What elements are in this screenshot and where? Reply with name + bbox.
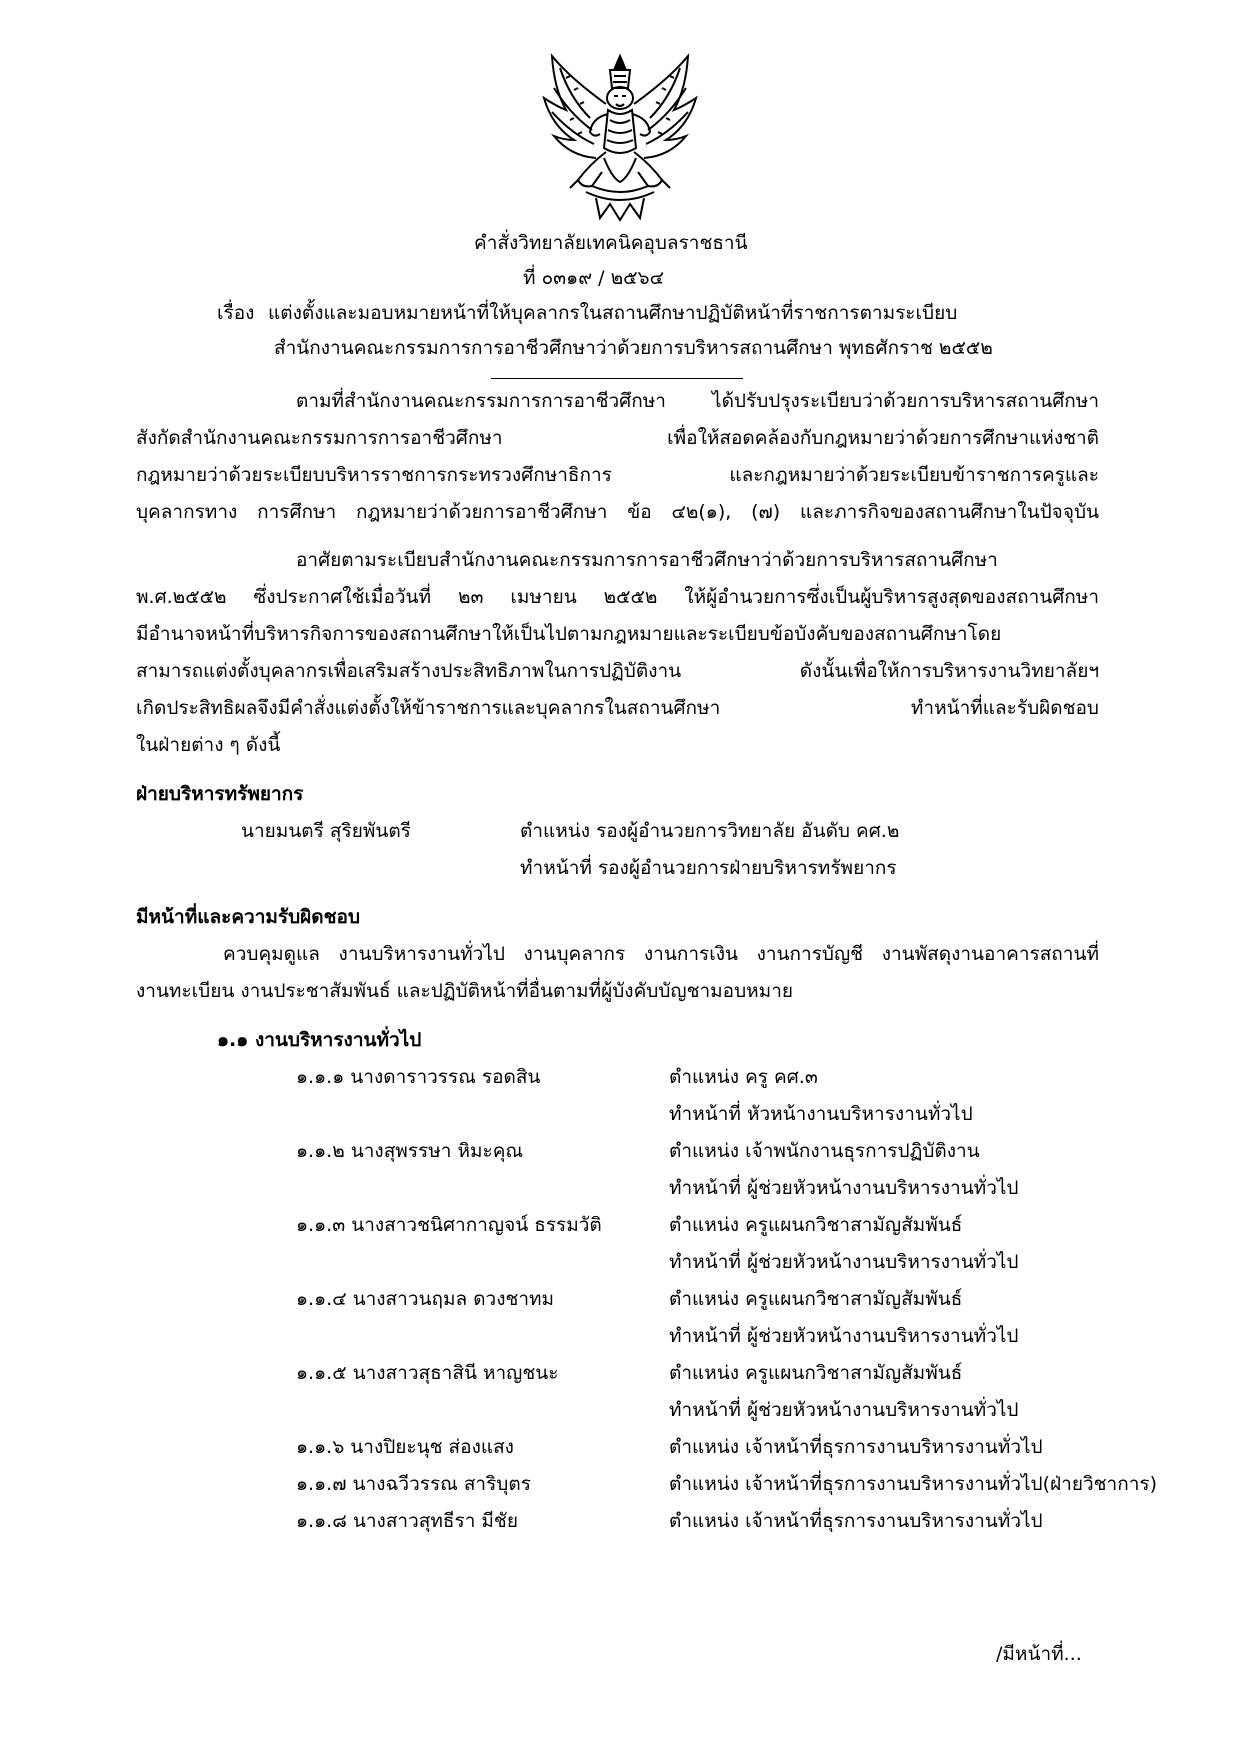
responsibilities-line-2: งานทะเบียน งานประชาสัมพันธ์ และปฏิบัติหน้าที่อื่นตามที่ผู้บังคับบัญชามอบหมาย xyxy=(136,980,793,1002)
header-divider xyxy=(491,378,743,379)
entry-name: ๑.๑.๗ นางฉวีวรรณ สาริบุตร xyxy=(296,1473,531,1495)
para2-line: อาศัยตามระเบียบสำนักงานคณะกรรมการการอาชีวศึกษาว่าด้วยการบริหารสถานศึกษา xyxy=(296,549,998,571)
subject-label: เรื่อง xyxy=(217,302,255,324)
entry-position: ตำแหน่ง ครู คศ.๓ xyxy=(669,1066,818,1088)
entry-position: ตำแหน่ง เจ้าหน้าที่ธุรการงานบริหารงานทั่วไป xyxy=(669,1510,1043,1532)
division-person-name: นายมนตรี สุริยพันตรี xyxy=(241,820,411,842)
entry-name: ๑.๑.๒ นางสุพรรษา หิมะคุณ xyxy=(296,1140,524,1162)
section-heading: ๑.๑ งานบริหารงานทั่วไป xyxy=(217,1029,422,1051)
division-person-duty: ทำหน้าที่ รองผู้อำนวยการฝ่ายบริหารทรัพยากร xyxy=(520,857,897,879)
entry-position: ตำแหน่ง เจ้าพนักงานธุรการปฏิบัติงาน xyxy=(669,1140,980,1162)
entry-position: ตำแหน่ง เจ้าหน้าที่ธุรการงานบริหารงานทั่วไป xyxy=(669,1436,1043,1458)
entry-duty: ทำหน้าที่ ผู้ช่วยหัวหน้างานบริหารงานทั่วไป xyxy=(669,1251,1019,1273)
responsibilities-heading: มีหน้าที่และความรับผิดชอบ xyxy=(136,906,361,928)
entry-position: ตำแหน่ง เจ้าหน้าที่ธุรการงานบริหารงานทั่วไป(ฝ่ายวิชาการ) xyxy=(669,1473,1157,1495)
entry-name: ๑.๑.๓ นางสาวชนิศากาญจน์ ธรรมวัติ xyxy=(296,1214,602,1236)
entry-name: ๑.๑.๘ นางสาวสุทธีรา มีชัย xyxy=(296,1510,518,1532)
entry-position: ตำแหน่ง ครูแผนกวิชาสามัญสัมพันธ์ xyxy=(669,1362,963,1384)
entry-duty: ทำหน้าที่ ผู้ช่วยหัวหน้างานบริหารงานทั่วไป xyxy=(669,1325,1019,1347)
continuation-note: /มีหน้าที่... xyxy=(996,1643,1082,1665)
entry-position: ตำแหน่ง ครูแผนกวิชาสามัญสัมพันธ์ xyxy=(669,1288,963,1310)
entry-duty: ทำหน้าที่ ผู้ช่วยหัวหน้างานบริหารงานทั่วไป xyxy=(669,1177,1019,1199)
para1-line: บุคลากรทาง การศึกษา กฎหมายว่าด้วยการอาชีวศึกษา ข้อ ๔๒(๑), (๗) และภารกิจของสถานศึกษาในปัจจุบัน xyxy=(136,501,1099,523)
responsibilities-line-1: ควบคุมดูแล งานบริหารงานทั่วไป งานบุคลากร งานการเงิน งานการบัญชี งานพัสดุงานอาคารสถานที่ xyxy=(223,943,1099,965)
para1-line: ตามที่สำนักงานคณะกรรมการการอาชีวศึกษา ได้ปรับปรุงระเบียบว่าด้วยการบริหารสถานศึกษา xyxy=(296,390,1099,412)
entry-name: ๑.๑.๔ นางสาวนฤมล ดวงชาทม xyxy=(296,1288,555,1310)
para1-line: สังกัดสำนักงานคณะกรรมการการอาชีวศึกษา เพื่อให้สอดคล้องกับกฎหมายว่าด้วยการศึกษาแห่งชาติ xyxy=(136,427,1099,449)
entry-name: ๑.๑.๑ นางดาราวรรณ รอดสิน xyxy=(296,1066,541,1088)
order-title: คำสั่งวิทยาลัยเทคนิคอุบลราชธานี xyxy=(474,232,748,254)
entry-duty: ทำหน้าที่ ผู้ช่วยหัวหน้างานบริหารงานทั่วไป xyxy=(669,1399,1019,1421)
entry-name: ๑.๑.๖ นางปิยะนุช ส่องแสง xyxy=(296,1436,514,1458)
para2-line: มีอำนาจหน้าที่บริหารกิจการของสถานศึกษาให้เป็นไปตามกฎหมายและระเบียบข้อบังคับของสถานศึกษาโดย xyxy=(136,623,1002,645)
division-heading: ฝ่ายบริหารทรัพยากร xyxy=(136,783,304,805)
garuda-emblem-icon xyxy=(530,48,710,228)
order-number: ที่ ๐๓๑๙ / ๒๕๖๔ xyxy=(523,267,664,289)
para1-line: กฎหมายว่าด้วยระเบียบบริหารราชการกระทรวงศึกษาธิการ และกฎหมายว่าด้วยระเบียบข้าราชการครูและ xyxy=(136,464,1099,486)
subject-line-2: สำนักงานคณะกรรมการการอาชีวศึกษาว่าด้วยการบริหารสถานศึกษา พุทธศักราช ๒๕๕๒ xyxy=(274,337,993,359)
division-person-position: ตำแหน่ง รองผู้อำนวยการวิทยาลัย อันดับ คศ.๒ xyxy=(520,820,900,842)
para2-line: พ.ศ.๒๕๕๒ ซึ่งประกาศใช้เมื่อวันที่ ๒๓ เมษายน ๒๕๕๒ ให้ผู้อำนวยการซึ่งเป็นผู้บริหารสูงสุดของสถานศึกษา xyxy=(136,586,1099,608)
entry-position: ตำแหน่ง ครูแผนกวิชาสามัญสัมพันธ์ xyxy=(669,1214,963,1236)
para2-line: ในฝ่ายต่าง ๆ ดังนี้ xyxy=(136,734,281,756)
para2-line: เกิดประสิทธิผลจึงมีคำสั่งแต่งตั้งให้ข้าราชการและบุคลากรในสถานศึกษา ทำหน้าที่และรับผิดชอบ xyxy=(136,697,1099,719)
entry-name: ๑.๑.๕ นางสาวสุธาสินี หาญชนะ xyxy=(296,1362,559,1384)
para2-line: สามารถแต่งตั้งบุคลากรเพื่อเสริมสร้างประสิทธิภาพในการปฏิบัติงาน ดังนั้นเพื่อให้การบริหารงานวิทยาลัยฯ xyxy=(136,660,1099,682)
subject-line-1: แต่งตั้งและมอบหมายหน้าที่ให้บุคลากรในสถานศึกษาปฏิบัติหน้าที่ราชการตามระเบียบ xyxy=(268,302,958,324)
entry-duty: ทำหน้าที่ หัวหน้างานบริหารงานทั่วไป xyxy=(669,1103,973,1125)
